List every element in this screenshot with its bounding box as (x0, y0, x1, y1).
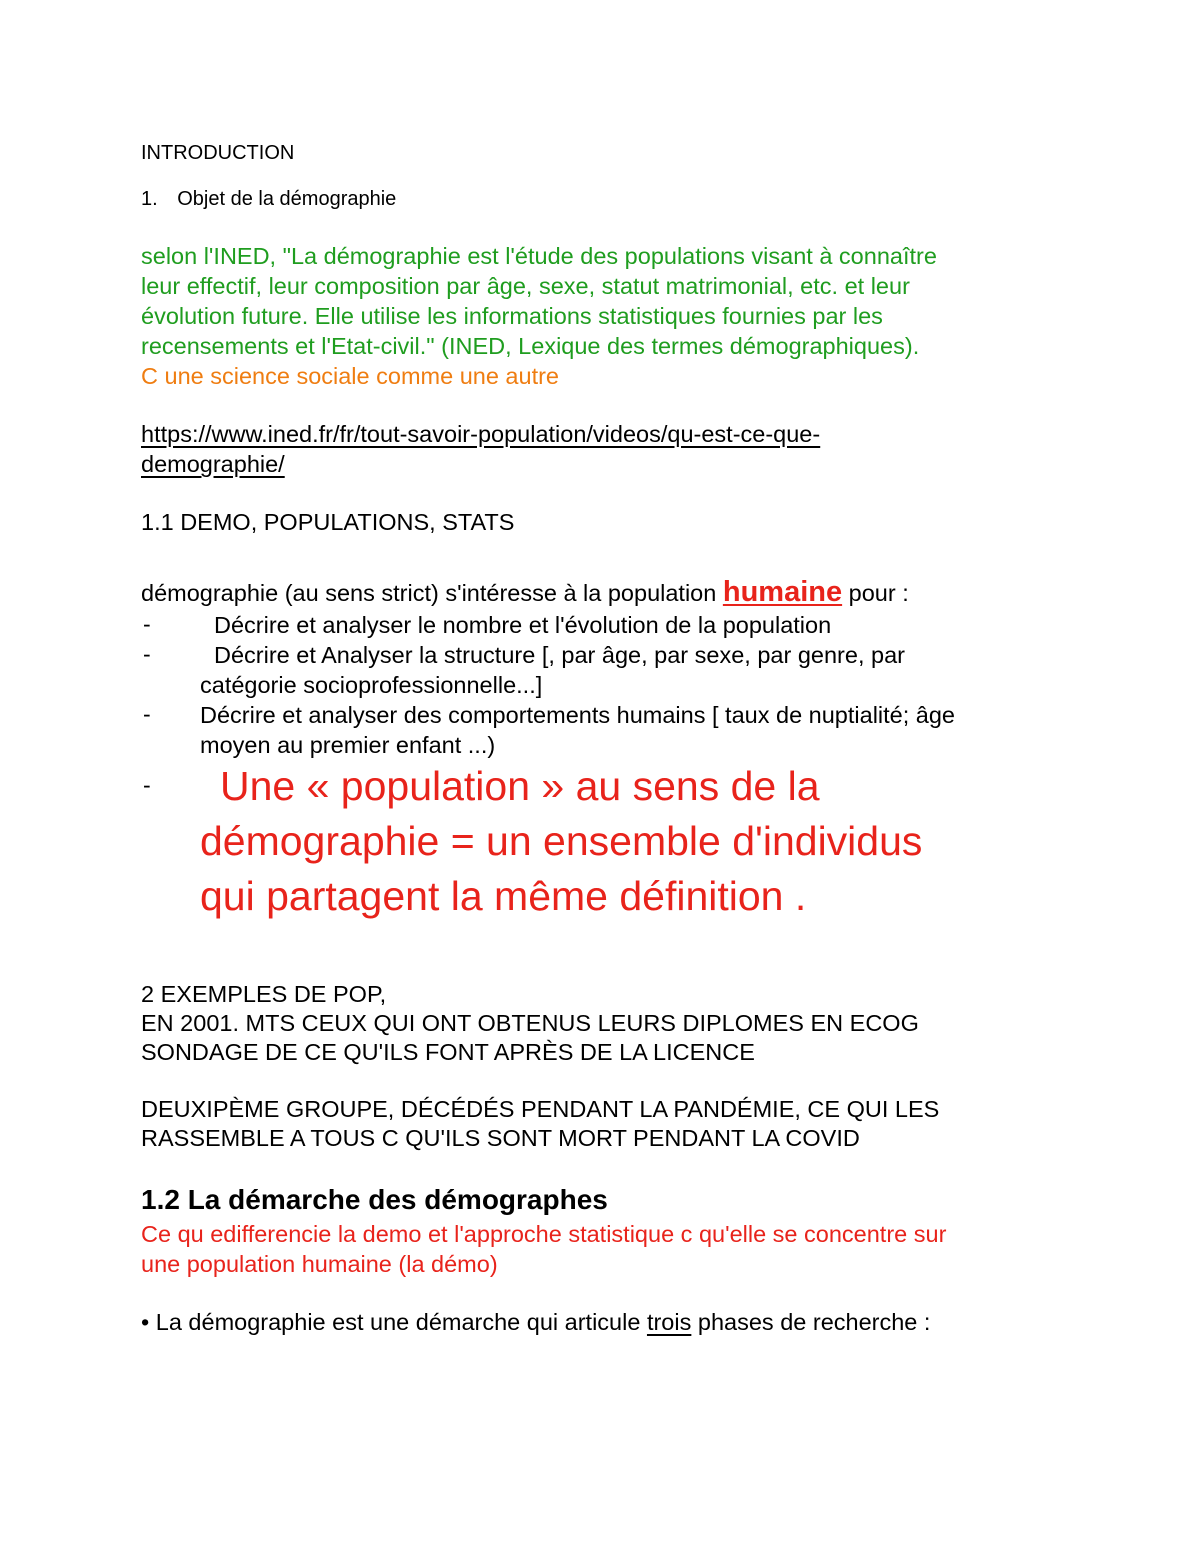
section-1-number: 1. (141, 188, 158, 210)
bullet-dash: - (143, 641, 151, 667)
examples-line-4: DEUXIPÈME GROUPE, DÉCÉDÉS PENDANT LA PANDÉMIE, CE QUI LES (141, 1096, 940, 1122)
orange-note: C une science sociale comme une autre (141, 363, 559, 389)
last-sentence (141, 1311, 930, 1335)
examples-line-2: EN 2001. MTS CEUX QUI ONT OBTENUS LEURS DIPLOMES EN ECOG (141, 1010, 919, 1036)
bullet-dash: - (143, 701, 151, 727)
highlight-humaine: humaine (722, 576, 843, 608)
definition-line-1: Une « population » au sens de la (220, 763, 820, 809)
red-note-line-1: Ce qu edifferencie la demo et l'approche statistique c qu'elle se concentre sur (141, 1221, 947, 1247)
doc-title: INTRODUCTION (141, 142, 295, 164)
underlined-trois: trois (646, 1309, 692, 1335)
examples-line-5: RASSEMBLE A TOUS C QU'ILS SONT MORT PENDANT LA COVID (141, 1125, 860, 1151)
bullet-2-line-2: catégorie socioprofessionnelle...] (200, 672, 543, 698)
definition-line-2: démographie = un ensemble d'individus (200, 818, 923, 864)
intro-before: démographie (au sens strict) s'intéresse à la population (141, 580, 723, 606)
quote-line-1: selon l'INED, "La démographie est l'étude des populations visant à connaître (141, 243, 937, 269)
bullet-3-line-2: moyen au premier enfant ...) (200, 732, 496, 758)
ined-link-line-1[interactable]: https://www.ined.fr/fr/tout-savoir-population/videos/qu-est-ce-que- (141, 421, 821, 447)
section-1-2-heading: 1.2 La démarche des démographes (141, 1184, 608, 1215)
definition-line-3: qui partagent la même définition . (200, 873, 807, 919)
last-after: phases de recherche : (691, 1309, 931, 1335)
intro-sentence (141, 578, 909, 607)
bullet-2-line-1: Décrire et Analyser la structure [, par âge, par sexe, par genre, par (214, 642, 905, 668)
quote-line-2: leur effectif, leur composition par âge, sexe, statut matrimonial, etc. et leur (141, 273, 910, 299)
bullet-dash: - (143, 611, 151, 637)
quote-line-3: évolution future. Elle utilise les informations statistiques fournies par les (141, 303, 883, 329)
ined-link-line-2[interactable]: demographie/ (141, 451, 285, 477)
last-before: • La démographie est une démarche qui articule (141, 1309, 647, 1335)
examples-line-1: 2 EXEMPLES DE POP, (141, 981, 387, 1007)
examples-line-3: SONDAGE DE CE QU'ILS FONT APRÈS DE LA LICENCE (141, 1039, 755, 1065)
bullet-dash: - (143, 772, 151, 798)
section-1-heading (141, 189, 396, 209)
section-1-label: Objet de la démographie (177, 188, 397, 210)
bullet-3-line-1: Décrire et analyser des comportements humains [ taux de nuptialité; âge (200, 702, 956, 728)
quote-line-4: recensements et l'Etat-civil." (INED, Lexique des termes démographiques). (141, 333, 920, 359)
section-1-1-heading: 1.1 DEMO, POPULATIONS, STATS (141, 509, 515, 535)
intro-after: pour : (842, 580, 909, 606)
red-note-line-2: une population humaine (la démo) (141, 1251, 498, 1277)
bullet-1: Décrire et analyser le nombre et l'évolution de la population (214, 612, 832, 638)
